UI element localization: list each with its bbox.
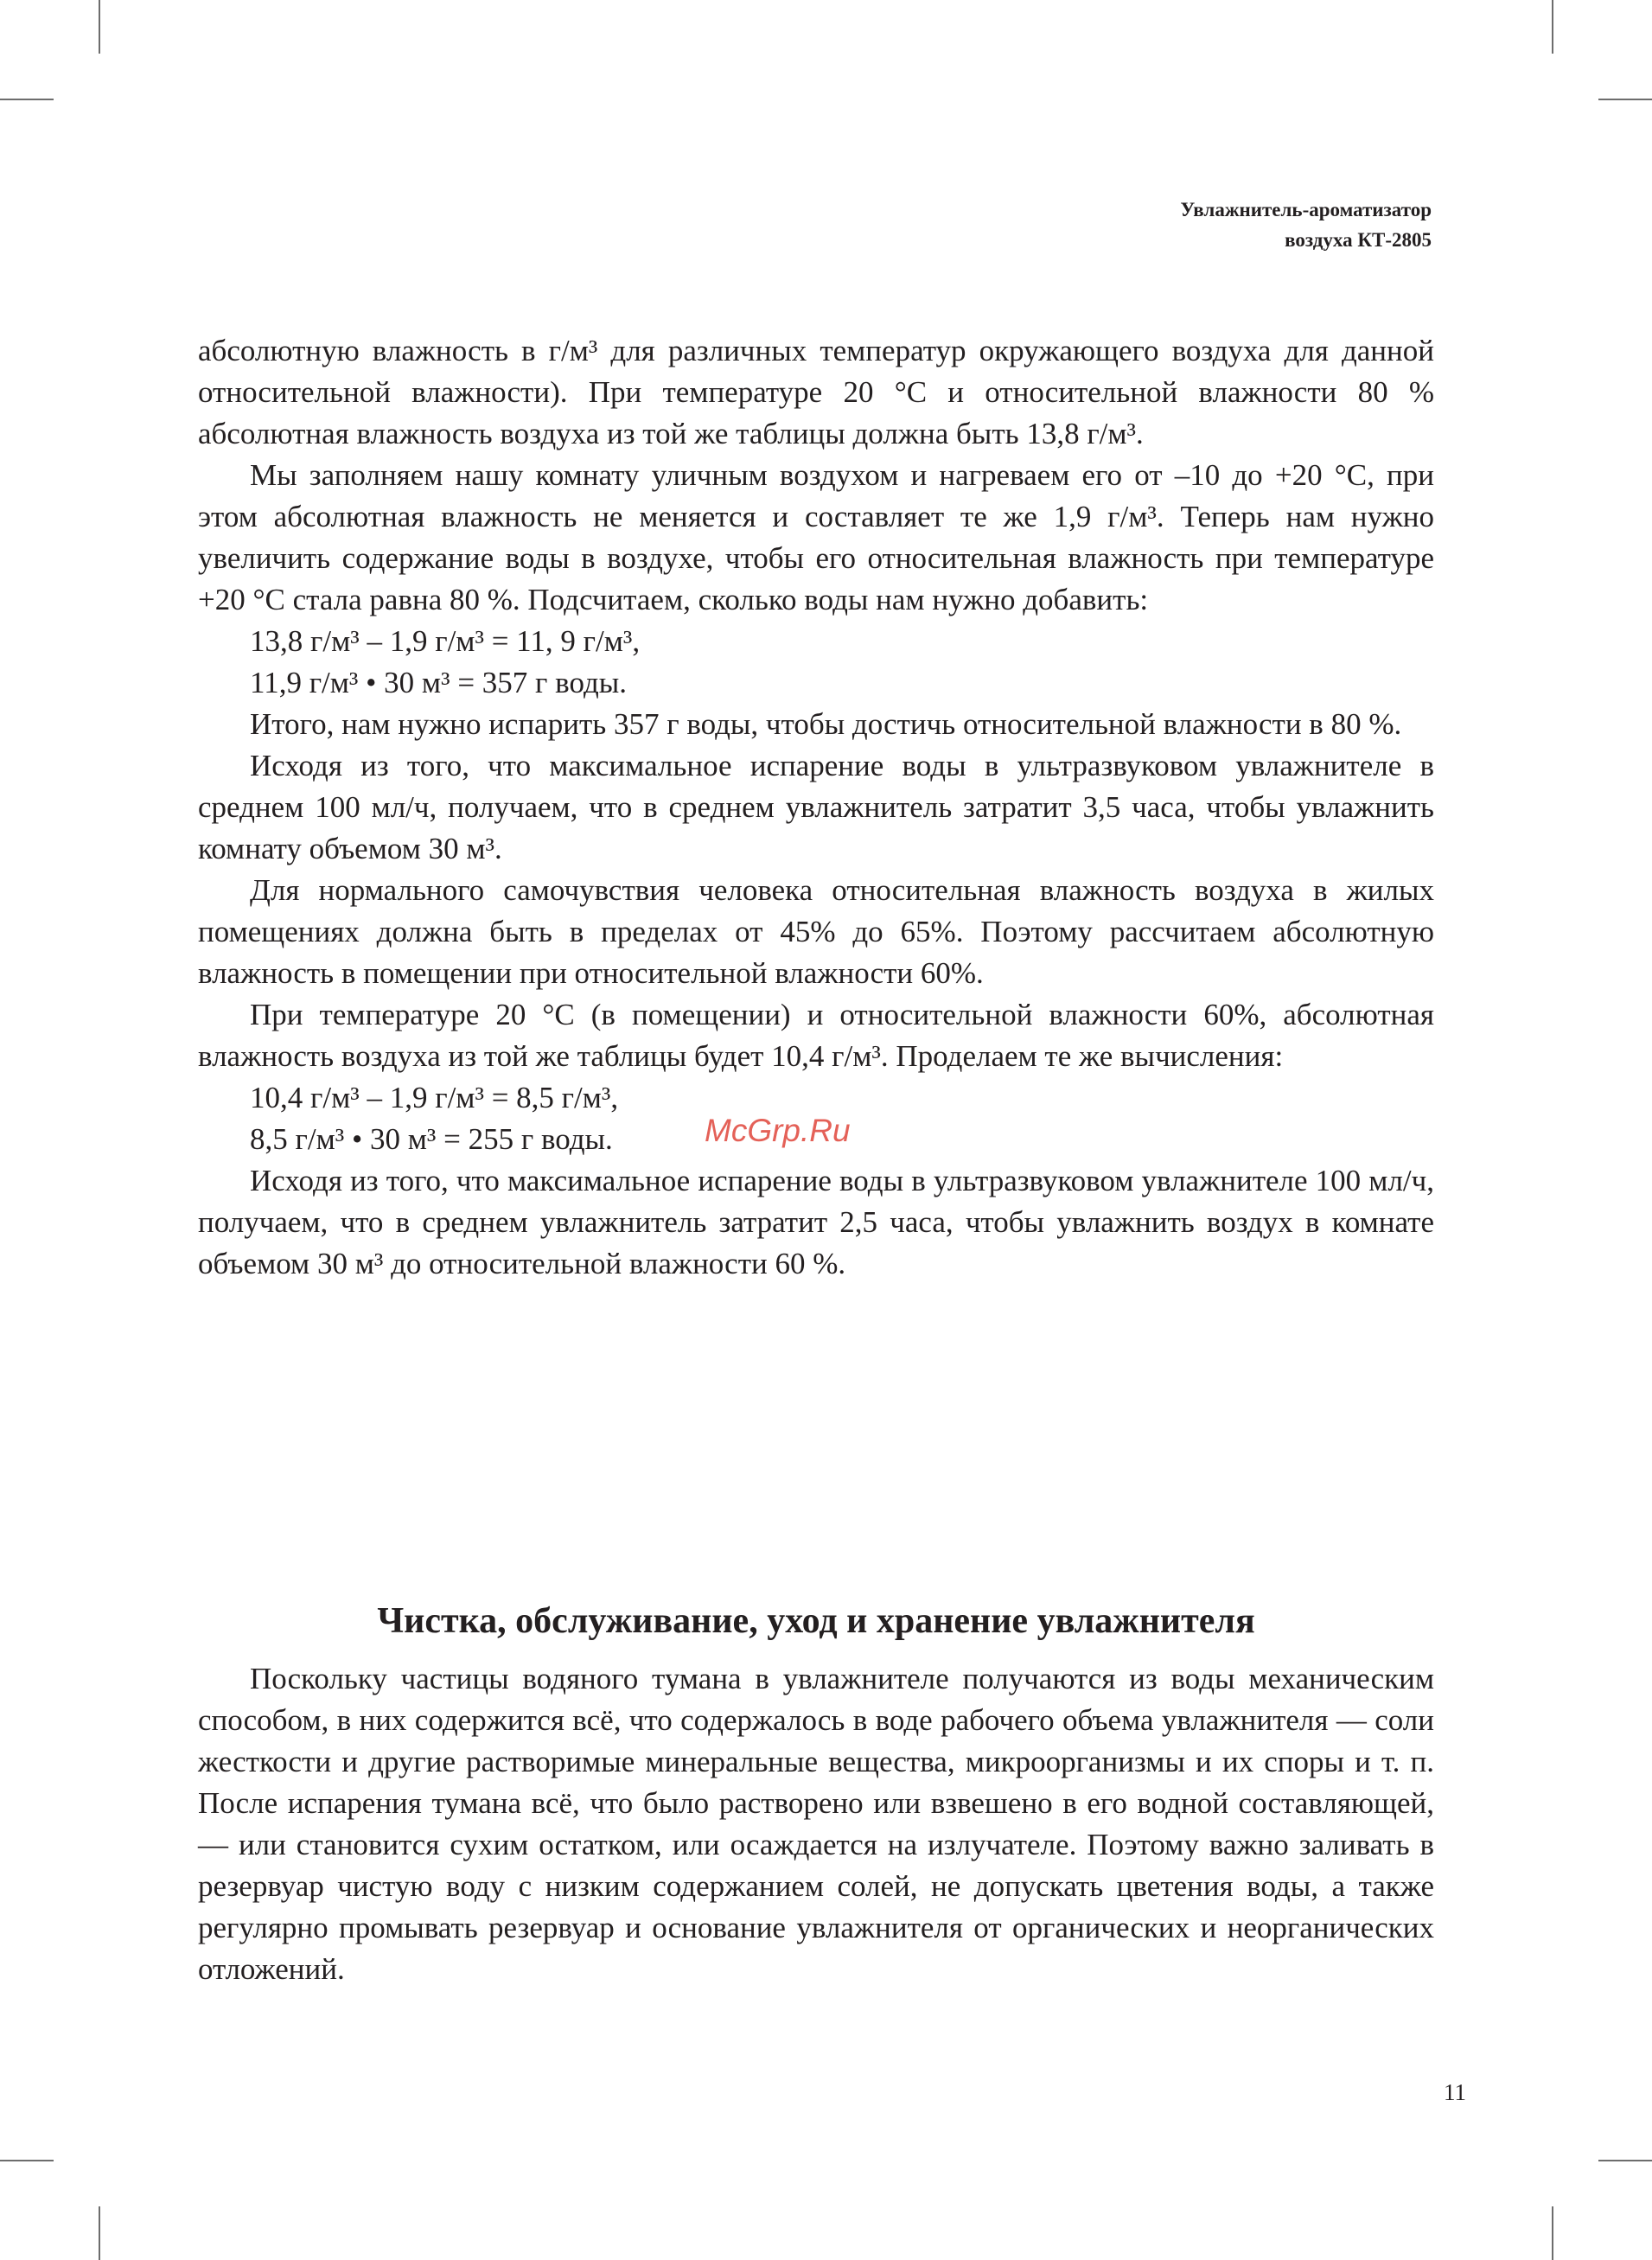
paragraph: Исходя из того, что максимальное испарение воды в ультразвуковом увлажнителе в среднем 100 мл/ч, получаем, что в среднем увлажнитель затратит 3,5 часа, чтобы увлажнить комнату объемом 30 м³. [198,749,1434,865]
paragraph: абсолютную влажность в г/м³ для различных температур окружающего воздуха для данной относительной влажности). При температуре 20 °С и относительной влажности 80 % абсолютная влажность воздуха из той же таблицы должна быть 13,8 г/м³. [198,334,1434,450]
crop-mark [1598,99,1652,100]
section-title: Чистка, обслуживание, уход и хранение увлажнителя [377,1600,1255,1641]
crop-mark [1552,0,1553,54]
equation: 11,9 г/м³ • 30 м³ = 357 г воды. [250,666,628,699]
crop-mark [0,2160,54,2161]
paragraph: Итого, нам нужно испарить 357 г воды, чтобы достичь относительной влажности в 80 %. [250,707,1402,741]
paragraph: Поскольку частицы водяного тумана в увлажнителе получаются из воды механическим способом, в них содержится всё, что содержалось в воде рабочего объема увлажнителя — соли жесткости и другие растворимые минеральные вещества, микроорганизмы и их споры и т. п. После испарения тумана всё, что было растворено или взвешено в его водной составляющей, — или становится сухим остатком, или осаждается на излучателе. Поэтому важно заливать в резервуар чистую воду с низким содержанием солей, не допускать цветения воды, а также регулярно промывать резервуар и основание увлажнителя от органических и неорганических отложений. [198,1662,1434,1986]
paragraph: Мы заполняем нашу комнату уличным воздухом и нагреваем его от –10 до +20 °С, при этом абсолютная влажность не меняется и составляет те же 1,9 г/м³. Теперь нам нужно увеличить содержание воды в воздухе, чтобы его относительная влажность при температуре +20 °С стала равна 80 %. Подсчитаем, сколько воды нам нужно добавить: [198,458,1434,616]
running-header [1180,195,1432,255]
equation: 13,8 г/м³ – 1,9 г/м³ = 11, 9 г/м³, [250,624,641,658]
crop-mark [99,2206,100,2260]
paragraph: При температуре 20 °С (в помещении) и относительной влажности 60%, абсолютная влажность воздуха из той же таблицы будет 10,4 г/м³. Проделаем те же вычисления: [198,998,1434,1073]
watermark: McGrp.Ru [705,1113,851,1148]
header-line-1: Увлажнитель-ароматизатор [1180,199,1432,220]
section-text [198,1658,1434,1990]
page-number: 11 [1444,2079,1466,2105]
paragraph: Исходя из того, что максимальное испарение воды в ультразвуковом увлажнителе 100 мл/ч, получаем, что в среднем увлажнитель затратит 2,5 часа, чтобы увлажнить воздух в комнате объемом 30 м³ до относительной влажности 60 %. [198,1164,1434,1280]
crop-mark [0,99,54,100]
equation: 10,4 г/м³ – 1,9 г/м³ = 8,5 г/м³, [250,1081,619,1114]
crop-mark [1598,2160,1652,2161]
crop-mark [99,0,100,54]
equation: 8,5 г/м³ • 30 м³ = 255 г воды. [250,1122,613,1156]
paragraph: Для нормального самочувствия человека относительная влажность воздуха в жилых помещениях должна быть в пределах от 45% до 65%. Поэтому рассчитаем абсолютную влажность в помещении при относительной влажности 60%. [198,873,1434,990]
header-line-2: воздуха КТ-2805 [1285,229,1432,251]
crop-mark [1552,2206,1553,2260]
